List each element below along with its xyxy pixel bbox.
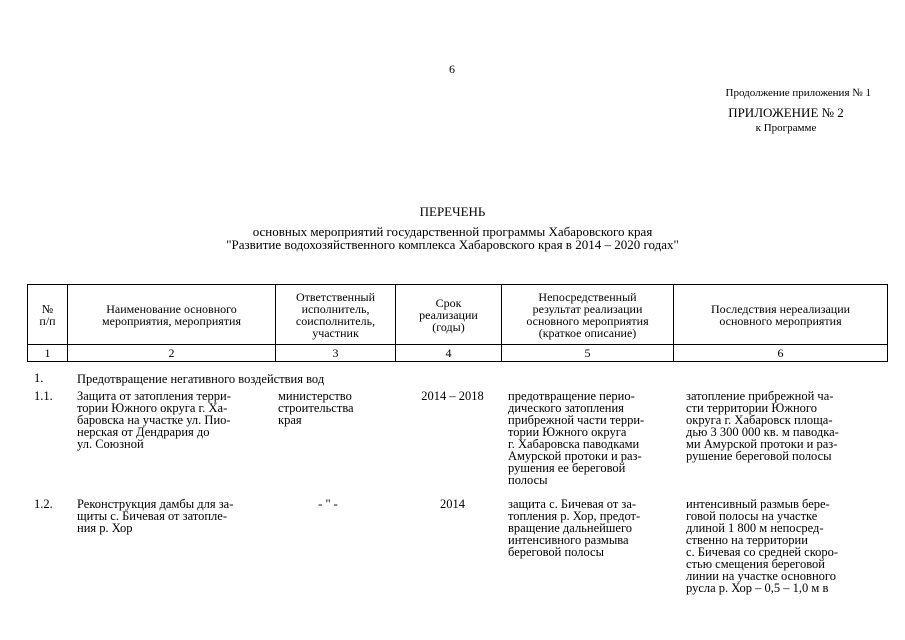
continuation-note: Продолжение приложения № 1: [725, 87, 871, 99]
section-title: Предотвращение негативного воздействия вод: [77, 372, 325, 386]
row-term: 2014: [440, 497, 465, 511]
column-number: 3: [276, 345, 396, 362]
header-executor: Ответственный исполнитель, соисполнитель, участник: [276, 285, 396, 345]
row-consequences: интенсивный размыв бере- говой полосы на участке длиной 1 800 м непосред- ственно на территории с. Бичевая со средней скоро- стью смещения береговой линии на участке основного русла р. Хор – 0,5 – 1,0 м в: [686, 497, 839, 595]
row-number: 1.2.: [34, 497, 53, 511]
subtitle-line-2: "Развитие водохозяйственного комплекса Хабаровского края в 2014 – 2020 годах": [226, 237, 679, 252]
row-measure-name: Реконструкция дамбы для за- щиты с. Бичевая от затопле- ния р. Хор: [77, 497, 234, 535]
section-number: 1.: [34, 371, 44, 385]
row-executor: - " -: [318, 497, 338, 511]
document-title: ПЕРЕЧЕНЬ: [419, 204, 486, 219]
column-number: 2: [68, 345, 276, 362]
row-number: 1.1.: [34, 389, 53, 403]
header-consequences: Последствия нереализации основного мероприятия: [674, 285, 888, 345]
appendix-title: ПРИЛОЖЕНИЕ № 2: [728, 105, 844, 120]
row-result: предотвращение перио- дического затопления прибрежной части терри- тории Южного округа г. Хабаровска паводками Амурской протоки и раз- рушения ее береговой полосы: [508, 389, 645, 487]
row-executor: министерство строительства края: [278, 389, 354, 427]
subtitle-line-1: основных мероприятий государственной программы Хабаровского края: [252, 224, 653, 239]
header-name: Наименование основного мероприятия, мероприятия: [68, 285, 276, 345]
row-term: 2014 – 2018: [421, 389, 484, 403]
column-number: 6: [674, 345, 888, 362]
row-result: защита с. Бичевая от за- топления р. Хор, предот- вращение дальнейшего интенсивного размыва береговой полосы: [508, 497, 641, 559]
column-number: 5: [502, 345, 674, 362]
header-term: Срок реализации (годы): [396, 285, 502, 345]
page-number: 6: [449, 62, 455, 76]
to-program-note: к Программе: [755, 122, 817, 134]
header-result: Непосредственный результат реализации основного мероприятия (краткое описание): [502, 285, 674, 345]
measures-table-header: [27, 284, 888, 362]
column-number: 1: [28, 345, 68, 362]
row-consequences: затопление прибрежной ча- сти территории Южного округа г. Хабаровск площа- дью 3 300 000 кв. м паводка- ми Амурской протоки и раз- рушение береговой полосы: [686, 389, 839, 463]
row-measure-name: Защита от затопления терри- тории Южного округа г. Ха- баровска на участке ул. Пио- нерская от Дендрария до ул. Союзной: [77, 389, 231, 451]
column-number: 4: [396, 345, 502, 362]
header-num: № п/п: [28, 285, 68, 345]
